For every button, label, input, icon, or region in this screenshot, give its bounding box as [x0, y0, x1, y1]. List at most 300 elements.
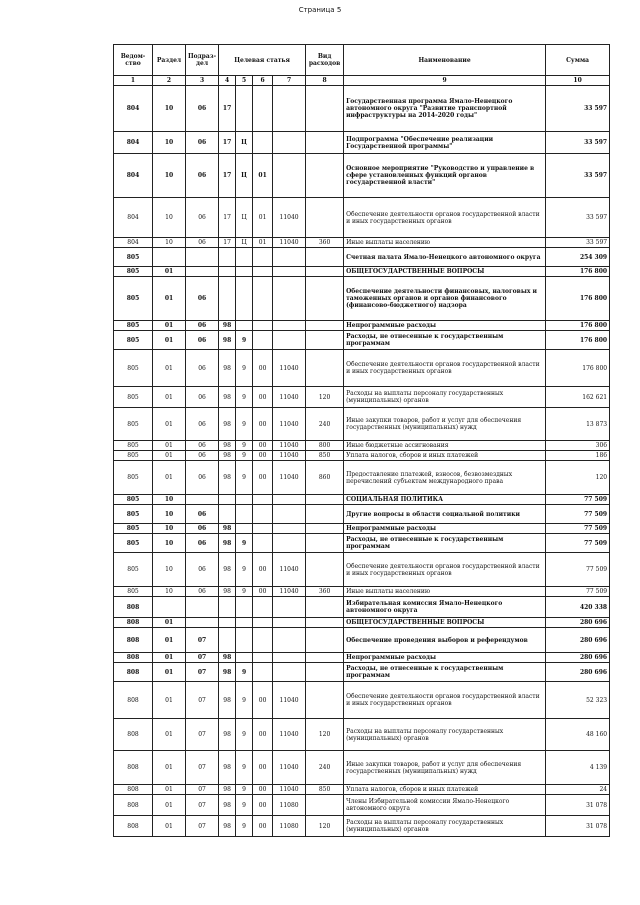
razdel-cell: 01: [153, 461, 186, 495]
cs-program-cell: [219, 505, 236, 524]
cs-event-cell: 00: [253, 461, 273, 495]
cs-event-cell: 00: [253, 451, 273, 461]
cs-direction-cell: 11040: [273, 682, 306, 719]
vid-rashodov-cell: [306, 524, 344, 534]
cs-program-cell: 98: [219, 816, 236, 837]
vid-rashodov-cell: 360: [306, 238, 344, 248]
podrazdel-cell: [186, 495, 219, 505]
vid-rashodov-cell: 850: [306, 451, 344, 461]
table-row: [114, 331, 610, 350]
vedomstvo-cell: 808: [114, 597, 153, 618]
cs-program-cell: 98: [219, 553, 236, 587]
razdel-cell: 10: [153, 524, 186, 534]
podrazdel-cell: 07: [186, 653, 219, 663]
summa-cell: 306: [546, 441, 610, 451]
cs-direction-cell: [273, 653, 306, 663]
vid-rashodov-cell: 120: [306, 719, 344, 751]
naimenovanie-cell: Расходы, не отнесенные к государственным программам: [344, 534, 546, 553]
podrazdel-cell: 06: [186, 198, 219, 238]
table-row: [114, 86, 610, 132]
cs-event-cell: 01: [253, 238, 273, 248]
cs-direction-cell: [273, 495, 306, 505]
naimenovanie-cell: Иные выплаты населению: [344, 587, 546, 597]
cs-program-cell: 98: [219, 587, 236, 597]
cs-direction-cell: [273, 524, 306, 534]
razdel-cell: 01: [153, 816, 186, 837]
page-number: Страница 5: [298, 6, 342, 14]
cs-direction-cell: 11040: [273, 387, 306, 408]
budget-table: [113, 44, 610, 837]
vedomstvo-cell: 805: [114, 321, 153, 331]
col-celevaya-statya-header: Целевая статья: [219, 45, 306, 76]
cs-subprogram-cell: Ц: [236, 238, 253, 248]
column-number: 5: [236, 76, 253, 86]
cs-direction-cell: [273, 86, 306, 132]
podrazdel-cell: 06: [186, 132, 219, 154]
vedomstvo-cell: 805: [114, 553, 153, 587]
cs-program-cell: [219, 618, 236, 628]
cs-program-cell: 98: [219, 451, 236, 461]
cs-subprogram-cell: 9: [236, 719, 253, 751]
cs-subprogram-cell: 9: [236, 451, 253, 461]
cs-direction-cell: [273, 331, 306, 350]
naimenovanie-cell: Обеспечение деятельности органов государственной власти и иных государственных органов: [344, 682, 546, 719]
summa-cell: 24: [546, 785, 610, 795]
vedomstvo-cell: 805: [114, 587, 153, 597]
table-row: [114, 751, 610, 785]
naimenovanie-cell: Расходы на выплаты персоналу государственных (муниципальных) органов: [344, 719, 546, 751]
podrazdel-cell: 06: [186, 238, 219, 248]
cs-program-cell: 98: [219, 795, 236, 816]
cs-event-cell: 00: [253, 553, 273, 587]
col-razdel-header: Раздел: [153, 45, 186, 76]
razdel-cell: 01: [153, 795, 186, 816]
podrazdel-cell: 06: [186, 408, 219, 441]
cs-direction-cell: [273, 132, 306, 154]
table-row: [114, 663, 610, 682]
summa-cell: 77 509: [546, 587, 610, 597]
naimenovanie-cell: Уплата налогов, сборов и иных платежей: [344, 451, 546, 461]
podrazdel-cell: 07: [186, 682, 219, 719]
podrazdel-cell: 06: [186, 461, 219, 495]
cs-subprogram-cell: 9: [236, 534, 253, 553]
table-row: [114, 795, 610, 816]
podrazdel-cell: [186, 248, 219, 267]
summa-cell: 280 696: [546, 653, 610, 663]
naimenovanie-cell: Расходы, не отнесенные к государственным программам: [344, 331, 546, 350]
naimenovanie-cell: Подпрограмма "Обеспечение реализации Государственной программы": [344, 132, 546, 154]
column-number: 8: [306, 76, 344, 86]
summa-cell: 186: [546, 451, 610, 461]
podrazdel-cell: 07: [186, 785, 219, 795]
column-number: 7: [273, 76, 306, 86]
podrazdel-cell: 07: [186, 751, 219, 785]
vid-rashodov-cell: 800: [306, 441, 344, 451]
table-row: [114, 321, 610, 331]
cs-program-cell: 98: [219, 321, 236, 331]
vid-rashodov-cell: 240: [306, 751, 344, 785]
vid-rashodov-cell: [306, 618, 344, 628]
vid-rashodov-cell: [306, 628, 344, 653]
razdel-cell: 01: [153, 682, 186, 719]
naimenovanie-cell: Иные закупки товаров, работ и услуг для обеспечения государственных (муниципальных) нужд: [344, 408, 546, 441]
cs-subprogram-cell: 9: [236, 795, 253, 816]
cs-event-cell: 01: [253, 154, 273, 198]
podrazdel-cell: 06: [186, 524, 219, 534]
summa-cell: 33 597: [546, 86, 610, 132]
cs-direction-cell: 11080: [273, 795, 306, 816]
podrazdel-cell: [186, 618, 219, 628]
table-row: [114, 277, 610, 321]
razdel-cell: 01: [153, 331, 186, 350]
naimenovanie-cell: Члены Избирательной комиссии Ямало-Ненецкого автономного округа: [344, 795, 546, 816]
vedomstvo-cell: 808: [114, 663, 153, 682]
summa-cell: 33 597: [546, 238, 610, 248]
vedomstvo-cell: 808: [114, 785, 153, 795]
naimenovanie-cell: Иные бюджетные ассигнования: [344, 441, 546, 451]
razdel-cell: [153, 597, 186, 618]
vedomstvo-cell: 805: [114, 267, 153, 277]
vid-rashodov-cell: [306, 682, 344, 719]
naimenovanie-cell: Обеспечение деятельности органов государственной власти и иных государственных органов: [344, 553, 546, 587]
vedomstvo-cell: 804: [114, 132, 153, 154]
summa-cell: 77 509: [546, 534, 610, 553]
col-podrazdel-header: Подраз-дел: [186, 45, 219, 76]
cs-direction-cell: [273, 321, 306, 331]
cs-program-cell: 98: [219, 785, 236, 795]
vedomstvo-cell: 805: [114, 524, 153, 534]
cs-program-cell: 98: [219, 441, 236, 451]
vid-rashodov-cell: [306, 198, 344, 238]
cs-program-cell: [219, 628, 236, 653]
razdel-cell: 10: [153, 495, 186, 505]
cs-event-cell: [253, 628, 273, 653]
cs-subprogram-cell: [236, 277, 253, 321]
podrazdel-cell: 06: [186, 441, 219, 451]
naimenovanie-cell: Непрограммные расходы: [344, 321, 546, 331]
naimenovanie-cell: Обеспечение деятельности органов государственной власти и иных государственных органов: [344, 198, 546, 238]
summa-cell: 280 696: [546, 663, 610, 682]
cs-subprogram-cell: 9: [236, 350, 253, 387]
cs-program-cell: [219, 277, 236, 321]
summa-cell: 13 873: [546, 408, 610, 441]
cs-direction-cell: [273, 248, 306, 267]
summa-cell: 77 509: [546, 524, 610, 534]
cs-direction-cell: [273, 534, 306, 553]
column-number: 2: [153, 76, 186, 86]
cs-event-cell: [253, 248, 273, 267]
razdel-cell: 01: [153, 350, 186, 387]
cs-subprogram-cell: 9: [236, 441, 253, 451]
cs-subprogram-cell: Ц: [236, 198, 253, 238]
cs-event-cell: [253, 524, 273, 534]
cs-event-cell: [253, 86, 273, 132]
summa-cell: 280 696: [546, 628, 610, 653]
razdel-cell: 10: [153, 132, 186, 154]
podrazdel-cell: 06: [186, 534, 219, 553]
cs-event-cell: [253, 618, 273, 628]
vid-rashodov-cell: [306, 154, 344, 198]
col-vid-rashodov-header: Вид расходов: [306, 45, 344, 76]
podrazdel-cell: 06: [186, 505, 219, 524]
cs-subprogram-cell: 9: [236, 682, 253, 719]
cs-event-cell: [253, 663, 273, 682]
cs-program-cell: 17: [219, 132, 236, 154]
cs-direction-cell: 11040: [273, 751, 306, 785]
razdel-cell: 10: [153, 587, 186, 597]
summa-cell: 77 509: [546, 505, 610, 524]
podrazdel-cell: 06: [186, 277, 219, 321]
cs-subprogram-cell: [236, 86, 253, 132]
summa-cell: 77 509: [546, 495, 610, 505]
cs-program-cell: [219, 248, 236, 267]
vedomstvo-cell: 804: [114, 238, 153, 248]
podrazdel-cell: 07: [186, 663, 219, 682]
table-row: [114, 534, 610, 553]
vedomstvo-cell: 808: [114, 719, 153, 751]
cs-subprogram-cell: 9: [236, 785, 253, 795]
cs-program-cell: 98: [219, 682, 236, 719]
summa-cell: 176 800: [546, 321, 610, 331]
cs-event-cell: 00: [253, 719, 273, 751]
table-row: [114, 441, 610, 451]
cs-subprogram-cell: [236, 321, 253, 331]
summa-cell: 176 800: [546, 350, 610, 387]
cs-event-cell: 00: [253, 682, 273, 719]
cs-subprogram-cell: [236, 524, 253, 534]
cs-program-cell: 98: [219, 751, 236, 785]
vedomstvo-cell: 808: [114, 682, 153, 719]
vedomstvo-cell: 805: [114, 441, 153, 451]
summa-cell: 176 800: [546, 331, 610, 350]
cs-direction-cell: [273, 628, 306, 653]
naimenovanie-cell: Избирательная комиссия Ямало-Ненецкого автономного округа: [344, 597, 546, 618]
summa-cell: 48 160: [546, 719, 610, 751]
cs-event-cell: 01: [253, 198, 273, 238]
vid-rashodov-cell: [306, 553, 344, 587]
vid-rashodov-cell: 360: [306, 587, 344, 597]
column-number-row: [114, 76, 610, 86]
cs-program-cell: 98: [219, 663, 236, 682]
cs-subprogram-cell: 9: [236, 553, 253, 587]
vid-rashodov-cell: [306, 653, 344, 663]
cs-program-cell: 17: [219, 238, 236, 248]
razdel-cell: 01: [153, 408, 186, 441]
table-row: [114, 505, 610, 524]
summa-cell: 280 696: [546, 618, 610, 628]
vid-rashodov-cell: [306, 277, 344, 321]
razdel-cell: 01: [153, 267, 186, 277]
vedomstvo-cell: 805: [114, 505, 153, 524]
table-row: [114, 267, 610, 277]
vedomstvo-cell: 808: [114, 628, 153, 653]
cs-program-cell: 98: [219, 524, 236, 534]
column-number: 4: [219, 76, 236, 86]
razdel-cell: 10: [153, 534, 186, 553]
naimenovanie-cell: Непрограммные расходы: [344, 653, 546, 663]
podrazdel-cell: 07: [186, 795, 219, 816]
cs-event-cell: 00: [253, 795, 273, 816]
cs-direction-cell: [273, 267, 306, 277]
vid-rashodov-cell: [306, 132, 344, 154]
cs-program-cell: 98: [219, 719, 236, 751]
naimenovanie-cell: Обеспечение деятельности органов государственной власти и иных государственных органов: [344, 350, 546, 387]
podrazdel-cell: 06: [186, 321, 219, 331]
podrazdel-cell: 06: [186, 451, 219, 461]
naimenovanie-cell: Расходы, не отнесенные к государственным программам: [344, 663, 546, 682]
vedomstvo-cell: 805: [114, 451, 153, 461]
vedomstvo-cell: 808: [114, 795, 153, 816]
summa-cell: 31 078: [546, 816, 610, 837]
table-row: [114, 816, 610, 837]
vid-rashodov-cell: [306, 795, 344, 816]
cs-subprogram-cell: [236, 495, 253, 505]
cs-subprogram-cell: 9: [236, 587, 253, 597]
cs-program-cell: [219, 495, 236, 505]
cs-direction-cell: 11040: [273, 785, 306, 795]
razdel-cell: 10: [153, 553, 186, 587]
cs-subprogram-cell: [236, 618, 253, 628]
razdel-cell: 01: [153, 628, 186, 653]
podrazdel-cell: 06: [186, 387, 219, 408]
cs-program-cell: 98: [219, 461, 236, 495]
vid-rashodov-cell: [306, 505, 344, 524]
cs-subprogram-cell: 9: [236, 461, 253, 495]
podrazdel-cell: 06: [186, 553, 219, 587]
podrazdel-cell: 06: [186, 86, 219, 132]
table-row: [114, 238, 610, 248]
cs-direction-cell: [273, 505, 306, 524]
vedomstvo-cell: 804: [114, 154, 153, 198]
vid-rashodov-cell: 860: [306, 461, 344, 495]
table-row: [114, 198, 610, 238]
podrazdel-cell: 07: [186, 816, 219, 837]
cs-direction-cell: 11040: [273, 198, 306, 238]
razdel-cell: 10: [153, 86, 186, 132]
table-row: [114, 461, 610, 495]
table-body: [114, 86, 610, 837]
vedomstvo-cell: 805: [114, 387, 153, 408]
vedomstvo-cell: 808: [114, 653, 153, 663]
vedomstvo-cell: 805: [114, 461, 153, 495]
podrazdel-cell: 07: [186, 719, 219, 751]
cs-direction-cell: 11040: [273, 553, 306, 587]
cs-subprogram-cell: 9: [236, 408, 253, 441]
cs-direction-cell: 11040: [273, 350, 306, 387]
vid-rashodov-cell: 120: [306, 816, 344, 837]
cs-program-cell: 98: [219, 408, 236, 441]
vedomstvo-cell: 808: [114, 751, 153, 785]
table-row: [114, 248, 610, 267]
razdel-cell: 01: [153, 785, 186, 795]
cs-event-cell: 00: [253, 816, 273, 837]
cs-event-cell: 00: [253, 408, 273, 441]
column-number: 10: [546, 76, 610, 86]
cs-event-cell: [253, 597, 273, 618]
razdel-cell: 01: [153, 663, 186, 682]
cs-event-cell: 00: [253, 441, 273, 451]
cs-event-cell: [253, 132, 273, 154]
summa-cell: 33 597: [546, 132, 610, 154]
cs-direction-cell: 11080: [273, 816, 306, 837]
summa-cell: 4 139: [546, 751, 610, 785]
table-row: [114, 719, 610, 751]
podrazdel-cell: 06: [186, 331, 219, 350]
cs-direction-cell: [273, 277, 306, 321]
podrazdel-cell: 06: [186, 350, 219, 387]
summa-cell: 176 800: [546, 277, 610, 321]
cs-event-cell: [253, 534, 273, 553]
cs-direction-cell: 11040: [273, 587, 306, 597]
vid-rashodov-cell: [306, 321, 344, 331]
vedomstvo-cell: 805: [114, 248, 153, 267]
vedomstvo-cell: 805: [114, 408, 153, 441]
podrazdel-cell: [186, 267, 219, 277]
vedomstvo-cell: 805: [114, 495, 153, 505]
razdel-cell: 01: [153, 618, 186, 628]
summa-cell: 31 078: [546, 795, 610, 816]
table-row: [114, 587, 610, 597]
column-number: 3: [186, 76, 219, 86]
podrazdel-cell: 06: [186, 154, 219, 198]
cs-program-cell: 98: [219, 350, 236, 387]
podrazdel-cell: [186, 597, 219, 618]
naimenovanie-cell: Предоставление платежей, взносов, безвозмездных перечислений субъектам международного права: [344, 461, 546, 495]
cs-program-cell: 98: [219, 331, 236, 350]
cs-subprogram-cell: [236, 248, 253, 267]
cs-program-cell: 17: [219, 198, 236, 238]
naimenovanie-cell: Счетная палата Ямало-Ненецкого автономного округа: [344, 248, 546, 267]
razdel-cell: 01: [153, 751, 186, 785]
cs-event-cell: [253, 331, 273, 350]
cs-subprogram-cell: 9: [236, 816, 253, 837]
podrazdel-cell: 06: [186, 587, 219, 597]
cs-event-cell: [253, 495, 273, 505]
razdel-cell: 01: [153, 653, 186, 663]
cs-direction-cell: 11040: [273, 451, 306, 461]
cs-subprogram-cell: Ц: [236, 154, 253, 198]
cs-subprogram-cell: [236, 505, 253, 524]
razdel-cell: 01: [153, 451, 186, 461]
vedomstvo-cell: 808: [114, 816, 153, 837]
naimenovanie-cell: Расходы на выплаты персоналу государственных (муниципальных) органов: [344, 387, 546, 408]
podrazdel-cell: 07: [186, 628, 219, 653]
summa-cell: 176 800: [546, 267, 610, 277]
cs-subprogram-cell: [236, 597, 253, 618]
table-row: [114, 618, 610, 628]
razdel-cell: 01: [153, 277, 186, 321]
naimenovanie-cell: Государственная программа Ямало-Ненецкого автономного округа "Развитие транспортной инфраструктуры на 2014-2020 годы": [344, 86, 546, 132]
table-row: [114, 495, 610, 505]
cs-direction-cell: [273, 618, 306, 628]
cs-event-cell: [253, 321, 273, 331]
razdel-cell: 01: [153, 719, 186, 751]
cs-subprogram-cell: [236, 653, 253, 663]
cs-direction-cell: 11040: [273, 719, 306, 751]
cs-subprogram-cell: 9: [236, 387, 253, 408]
naimenovanie-cell: ОБЩЕГОСУДАРСТВЕННЫЕ ВОПРОСЫ: [344, 618, 546, 628]
cs-subprogram-cell: [236, 628, 253, 653]
naimenovanie-cell: Основное мероприятие "Руководство и управление в сфере установленных функций органов государственной власти": [344, 154, 546, 198]
naimenovanie-cell: Другие вопросы в области социальной политики: [344, 505, 546, 524]
vid-rashodov-cell: 120: [306, 387, 344, 408]
naimenovanie-cell: Непрограммные расходы: [344, 524, 546, 534]
cs-direction-cell: [273, 597, 306, 618]
naimenovanie-cell: Обеспечение проведения выборов и референдумов: [344, 628, 546, 653]
vedomstvo-cell: 805: [114, 277, 153, 321]
vedomstvo-cell: 804: [114, 198, 153, 238]
cs-event-cell: 00: [253, 350, 273, 387]
